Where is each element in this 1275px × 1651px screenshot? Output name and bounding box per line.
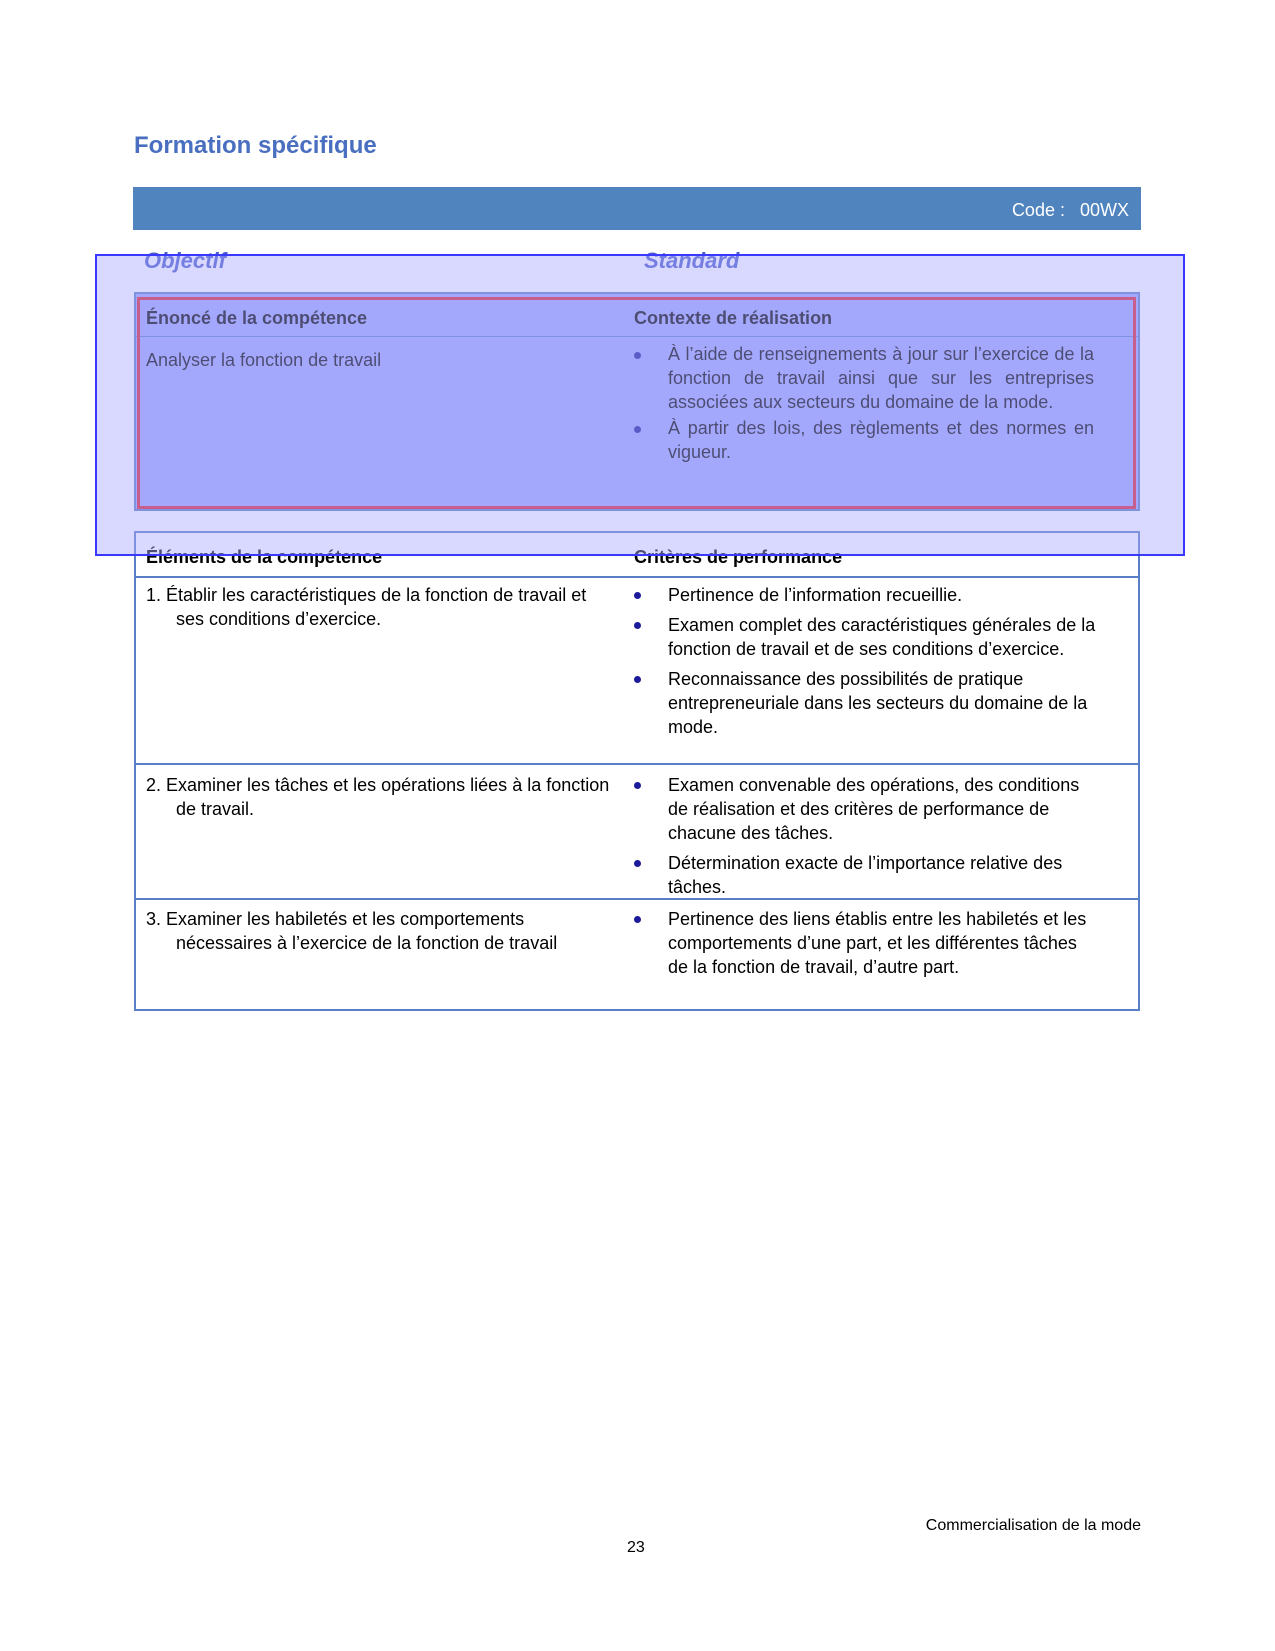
criteria-item: Pertinence des liens établis entre les habiletés et les comportements d’une part, et les différentes tâches de la fonction de travail, d’autre part. (668, 909, 1087, 977)
footer-program: Commercialisation de la mode (925, 1517, 1141, 1534)
selection-overlay (95, 254, 1185, 556)
criteria-item: Reconnaissance des possibilités de pratique entrepreneuriale dans les secteurs du domaine de la mode. (668, 669, 1088, 737)
criteria-item: Pertinence de l’information recueillie. (668, 585, 963, 605)
standard-heading: Standard (644, 248, 740, 273)
competence-statement: Analyser la fonction de travail (146, 350, 382, 370)
criteria-list (634, 773, 1096, 905)
page-number: 23 (627, 1539, 645, 1556)
elements-table (134, 531, 1140, 1011)
bullet-icon (634, 622, 641, 629)
row-divider (136, 576, 1138, 578)
row-divider (136, 898, 1138, 900)
elements-header: Éléments de la compétence (146, 547, 383, 567)
element-item: 1. Établir les caractéristiques de la fonction de travail et ses conditions d’exercice. (146, 585, 587, 629)
criteria-item: Examen complet des caractéristiques générales de la fonction de travail et de ses conditions d’exercice. (668, 615, 1096, 659)
row-divider (136, 763, 1138, 765)
criteria-list (634, 907, 1096, 985)
element-item: 3. Examiner les habiletés et les comportements nécessaires à l’exercice de la fonction de travail (146, 909, 558, 953)
criteria-header: Critères de performance (634, 547, 843, 567)
bullet-icon (634, 676, 641, 683)
bullet-icon (634, 916, 641, 923)
section-title: Formation spécifique (134, 132, 377, 159)
statement-header: Énoncé de la compétence (146, 308, 368, 328)
bullet-icon (634, 592, 641, 599)
context-item: À partir des lois, des règlements et des normes en vigueur. (668, 418, 1094, 462)
objective-heading: Objectif (144, 248, 226, 273)
bullet-icon (634, 860, 641, 867)
element-item: 2. Examiner les tâches et les opérations liées à la fonction de travail. (146, 775, 610, 819)
criteria-item: Examen convenable des opérations, des conditions de réalisation et des critères de performance de chacune des tâches. (668, 775, 1080, 843)
code-band (133, 187, 1141, 230)
code-label: Code : 00WX (1011, 200, 1129, 220)
context-header: Contexte de réalisation (634, 308, 833, 328)
context-item: À l’aide de renseignements à jour sur l’exercice de la fonction de travail ainsi que sur les entreprises associées aux secteurs du domaine de la mode. (668, 344, 1094, 412)
criteria-item: Détermination exacte de l’importance relative des tâches. (668, 853, 1063, 897)
criteria-list (634, 583, 1096, 745)
bullet-icon (634, 782, 641, 789)
